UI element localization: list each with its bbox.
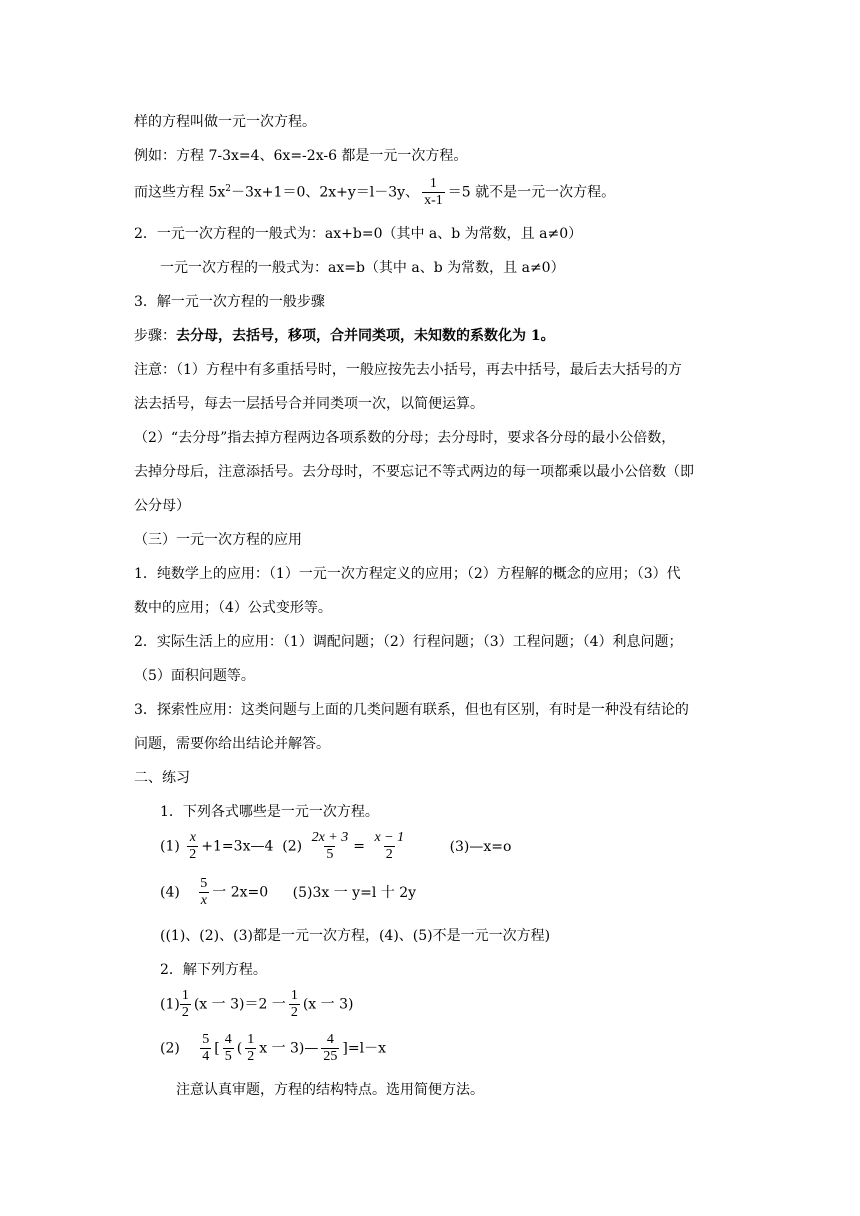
fraction-numerator: 1 <box>429 176 437 191</box>
text-line: 例如：方程 7-3x=4、6x=-2x-6 都是一元一次方程。 <box>134 148 468 164</box>
text-line: 问题，需要你给出结论并解答。 <box>134 736 330 752</box>
fraction-denominator: 2 <box>181 1005 189 1020</box>
fraction-numerator: 4 <box>326 1032 334 1047</box>
answer-line: ((1)、(2)、(3)都是一元一次方程，(4)、(5)不是一元一次方程) <box>160 928 551 944</box>
fraction-numerator: 2x + 3 <box>311 830 349 845</box>
equation-text: = <box>353 838 365 855</box>
fraction <box>198 876 209 909</box>
text-line: 2．一元一次方程的一般式为：ax+b=0（其中 a、b 为常数，且 a≠0） <box>134 226 583 242</box>
fraction-denominator: 4 <box>202 1049 210 1064</box>
text-line: 注意：（1）方程中有多重括号时，一般应按先去小括号，再去中括号，最后去大括号的方 <box>134 362 682 378</box>
exercise-heading: 1．下列各式哪些是一元一次方程。 <box>160 804 379 820</box>
equation-label: (1) <box>160 996 180 1013</box>
fraction <box>245 1032 256 1065</box>
equation-text: x 一 3)— <box>259 1040 319 1057</box>
text-line: 样的方程叫做一元一次方程。 <box>134 114 316 130</box>
fraction-denominator: 2 <box>290 1005 298 1020</box>
text-line: 1．纯数学上的应用：（1）一元一次方程定义的应用；（2）方程解的概念的应用；（3）代 <box>134 566 681 582</box>
equation-label: (5)3x 一 y=l 十 2y <box>292 884 417 901</box>
equation-label: (3)—x=o <box>449 838 512 855</box>
fraction <box>372 830 406 863</box>
exercise-heading: 2．解下列方程。 <box>160 962 267 978</box>
fraction-numerator: 5 <box>200 876 208 891</box>
equation-line <box>160 988 353 1021</box>
text-line: （5）面积问题等。 <box>134 668 255 684</box>
equation-text: (x 一 3)＝2 一 <box>193 996 286 1013</box>
superscript: 2 <box>225 183 231 194</box>
fraction-denominator: 2 <box>385 847 393 862</box>
steps-line <box>134 326 555 346</box>
equation-label: (4) <box>160 884 180 901</box>
text-line: 2．实际生活上的应用：（1）调配问题；（2）行程问题；（3）工程问题；（4）利息问题； <box>134 634 683 650</box>
text-line: 公分母） <box>134 498 190 514</box>
equation-line <box>160 876 416 909</box>
equation-text: ( <box>236 1040 243 1057</box>
fraction <box>187 830 198 863</box>
text-line: 数中的应用；（4）公式变形等。 <box>134 600 332 616</box>
fraction-numerator: 5 <box>202 1032 210 1047</box>
text-line: （2）“去分母”指去掉方程两边各项系数的分母；去分母时，要求各分母的最小公倍数， <box>134 430 676 446</box>
equation-text: [ <box>214 1040 220 1057</box>
text-line: 3．探索性应用：这类问题与上面的几类问题有联系，但也有区别，有时是一种没有结论的 <box>134 702 689 718</box>
text-line: 一元一次方程的一般式为：ax=b（其中 a、b 为常数，且 a≠0） <box>160 260 565 276</box>
steps-label: 步骤： <box>134 328 176 344</box>
fraction-denominator: 2 <box>189 847 197 862</box>
section-heading: 3．解一元一次方程的一般步骤 <box>134 294 325 310</box>
fraction-numerator: x − 1 <box>374 830 405 845</box>
fraction-numerator: 1 <box>290 988 298 1003</box>
fraction-numerator: 4 <box>224 1032 232 1047</box>
fraction-denominator: 25 <box>323 1049 338 1064</box>
fraction <box>289 988 300 1021</box>
text-segment: －3x+1＝0、2x+y＝l－3y、 <box>231 184 420 201</box>
steps-text: 去分母，去括号，移项，合并同类项，未知数的系数化为 1。 <box>176 328 555 344</box>
equation-text: +1=3x—4 <box>201 838 274 855</box>
fraction <box>180 988 191 1021</box>
text-line: 注意认真审题，方程的结构特点。选用简便方法。 <box>176 1082 484 1098</box>
fraction-denominator: 5 <box>326 847 334 862</box>
equation-line <box>160 1032 386 1065</box>
fraction <box>310 830 351 863</box>
fraction-numerator: 1 <box>247 1032 255 1047</box>
text-line-with-fraction <box>134 176 615 209</box>
equation-line <box>160 830 511 863</box>
equation-text: ]=l－x <box>342 1040 386 1057</box>
text-line: 去掉分母后，注意添括号。去分母时，不要忘记不等式两边的每一项都乘以最小公倍数（即 <box>134 464 694 480</box>
fraction <box>321 1032 339 1065</box>
fraction <box>200 1032 211 1065</box>
text-line: 法去括号，每去一层括号合并同类项一次，以简便运算。 <box>134 396 484 412</box>
equation-label: (2) <box>282 838 303 855</box>
equation-text: (x 一 3) <box>302 996 354 1013</box>
section-heading: （三）一元一次方程的应用 <box>134 532 302 548</box>
fraction <box>422 176 445 209</box>
fraction-denominator: x <box>200 893 207 908</box>
fraction-numerator: 1 <box>181 988 189 1003</box>
section-heading: 二、练习 <box>134 770 190 786</box>
fraction-denominator: x-1 <box>424 193 443 208</box>
fraction-denominator: 5 <box>224 1049 232 1064</box>
fraction-denominator: 2 <box>247 1049 255 1064</box>
equation-text: 一 2x=0 <box>212 884 269 901</box>
text-segment: 而这些方程 5x <box>134 184 226 201</box>
equation-label: (1) <box>160 838 180 855</box>
equation-label: (2) <box>160 1040 180 1057</box>
fraction <box>223 1032 234 1065</box>
text-segment: ＝5 就不是一元一次方程。 <box>447 184 616 201</box>
fraction-numerator: x <box>189 830 196 845</box>
